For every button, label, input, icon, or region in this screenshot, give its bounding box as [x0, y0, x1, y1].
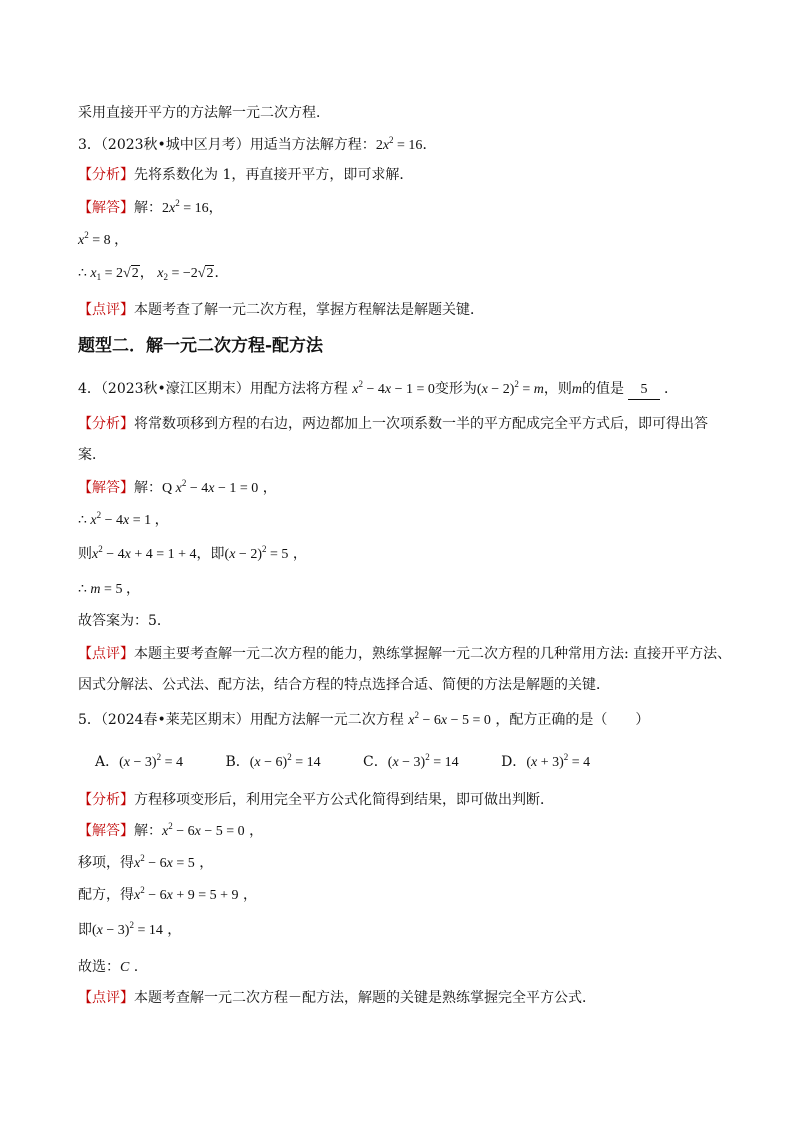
q4-comment-line2: 因式分解法、公式法、配方法，结合方程的特点选择合适、简便的方法是解题的关键．: [78, 677, 610, 693]
question-5-stem: [78, 711, 649, 730]
punctuation: ，: [139, 265, 154, 281]
question-text: 的值是: [582, 381, 625, 397]
option-label: D．: [501, 754, 527, 770]
equation: $(x - 2)^2 = m$: [476, 379, 544, 397]
analysis-text: 先将系数化为 1，再直接开平方，即可求解．: [134, 167, 414, 183]
question-text: ，配方正确的是（ ）: [490, 712, 650, 728]
comment-tag: 【点评】: [78, 646, 134, 662]
question-text: 用配方法将方程: [249, 381, 353, 397]
equation: $(x - 3)^2 = 14$: [92, 920, 163, 938]
option-c[interactable]: [363, 753, 459, 772]
option-equation: $(x - 6)^2 = 14$: [249, 752, 321, 770]
punctuation: ，: [208, 200, 223, 216]
q5-step3: [78, 921, 181, 940]
option-label: A．: [95, 754, 120, 770]
analysis-text: 将常数项移到方程的右边，两边都加上一次项系数一半的平方配成完全平方式后，即可得出答: [134, 416, 708, 432]
q3-answer: [78, 199, 223, 218]
option-equation: $(x - 3)^2 = 14$: [387, 752, 459, 770]
equation: $x^2 - 6x - 5 = 0$: [408, 710, 491, 728]
punctuation: ，: [258, 480, 277, 496]
q2-tail-text: 采用直接开平方的方法解一元二次方程．: [78, 105, 330, 121]
equation: ∴ $x_1 = 2√2$: [78, 266, 139, 282]
comment-text: 本题考查解一元二次方程－配方法，解题的关键是熟练掌握完全平方公式．: [134, 990, 596, 1006]
comment-text: 本题考查了解一元二次方程，掌握方程解法是解题关键．: [134, 302, 484, 318]
equation: ∴ m = 5 ，: [78, 582, 140, 597]
step-text: 移项，得: [78, 855, 134, 871]
punctuation: .: [129, 959, 139, 975]
q4-analysis-line1: [78, 415, 708, 433]
question-text: 变形为: [434, 381, 477, 397]
analysis-tag: 【分析】: [78, 792, 134, 808]
q4-step3: [78, 580, 140, 599]
q3-comment: [78, 301, 484, 319]
equation: Q $x^2 - 4x - 1 = 0$: [162, 478, 259, 496]
question-4-stem: [78, 380, 678, 400]
option-equation: $(x - 3)^2 = 4$: [119, 752, 183, 770]
comment-tag: 【点评】: [78, 302, 134, 318]
q4-step2: [78, 545, 307, 564]
q5-answer: [78, 822, 263, 841]
q3-analysis: [78, 166, 413, 184]
q4-comment-line1: [78, 645, 731, 663]
option-a[interactable]: [95, 753, 183, 772]
question-source: （2023秋•濠江区期末）: [100, 381, 250, 397]
comment-text: 本题主要考查解一元二次方程的能力，熟练掌握解一元二次方程的几种常用方法: 直接开平方法、: [134, 646, 732, 662]
q4-final-answer: 故答案为：5．: [78, 613, 171, 629]
punctuation: ．: [664, 381, 679, 397]
equation: $x^2 - 4x - 1 = 0$: [352, 379, 435, 397]
question-text: ，则: [543, 381, 572, 397]
question-text: 用配方法解一元二次方程: [249, 712, 409, 728]
step-text: ，即: [196, 546, 225, 562]
answer-tag: 【解答】: [78, 480, 134, 496]
equation: $x^2 = 8$ ，: [78, 230, 129, 248]
punctuation: ．: [214, 265, 229, 281]
final-choice: C: [120, 960, 130, 975]
question-source: （2024春•莱芜区期末）: [100, 712, 250, 728]
punctuation: ，: [244, 823, 264, 839]
option-label: B．: [225, 754, 250, 770]
question-source: （2023秋•城中区月考）: [100, 137, 250, 153]
punctuation: ，: [288, 546, 307, 562]
option-equation: $(x + 3)^2 = 4$: [526, 752, 591, 770]
q5-options: [95, 753, 590, 772]
answer-lead: 解：: [134, 823, 162, 839]
answer-tag: 【解答】: [78, 823, 134, 839]
question-number: 3．: [78, 137, 101, 153]
q3-step2: [78, 264, 228, 283]
question-number: 4．: [78, 381, 101, 397]
answer-blank: 5: [628, 381, 660, 400]
equation: $2x^2 = 16$: [162, 198, 209, 216]
punctuation: ，: [238, 887, 257, 903]
equation: ∴ $x^2 - 4x = 1$ ，: [78, 510, 169, 528]
equation: $x^2 - 6x - 5 = 0$: [162, 821, 245, 839]
analysis-tag: 【分析】: [78, 416, 134, 432]
q3-step1: [78, 231, 128, 250]
q5-comment: [78, 989, 596, 1007]
question-text: 用适当方法解方程：: [249, 137, 376, 153]
final-label: 故选：: [78, 959, 120, 975]
equation: $x^2 - 6x = 5$: [134, 853, 195, 871]
question-3-stem: [78, 136, 436, 155]
section-heading: 题型二．解一元二次方程-配方法: [78, 336, 324, 356]
comment-tag: 【点评】: [78, 990, 134, 1006]
analysis-tag: 【分析】: [78, 167, 134, 183]
step-text: 则: [78, 546, 92, 562]
punctuation: ．: [422, 137, 437, 153]
step-text: 即: [78, 922, 92, 938]
option-d[interactable]: [501, 753, 590, 772]
q4-answer: [78, 479, 277, 498]
equation: $(x - 2)^2 = 5$: [224, 544, 289, 562]
step-text: 配方，得: [78, 887, 134, 903]
equation: $2x^2 = 16$: [375, 135, 423, 153]
q5-step2: [78, 886, 257, 905]
option-b[interactable]: [225, 753, 320, 772]
punctuation: ，: [194, 855, 214, 871]
q5-final-answer: [78, 958, 138, 977]
equation: $x^2 - 4x + 4 = 1 + 4$: [92, 544, 197, 562]
variable: m: [571, 382, 583, 397]
equation: $x_2 = -2√2$: [157, 266, 214, 282]
q5-analysis: [78, 791, 554, 809]
answer-tag: 【解答】: [78, 200, 134, 216]
answer-lead: 解：: [134, 480, 162, 496]
option-label: C．: [363, 754, 388, 770]
q4-analysis-line2: 案．: [78, 447, 106, 463]
equation: $x^2 - 6x + 9 = 5 + 9$: [134, 885, 239, 903]
question-number: 5．: [78, 712, 101, 728]
answer-lead: 解：: [134, 200, 162, 216]
analysis-text: 方程移项变形后，利用完全平方公式化简得到结果，即可做出判断．: [134, 792, 554, 808]
q4-step1: [78, 511, 169, 530]
punctuation: ，: [162, 922, 182, 938]
q5-step1: [78, 854, 213, 873]
